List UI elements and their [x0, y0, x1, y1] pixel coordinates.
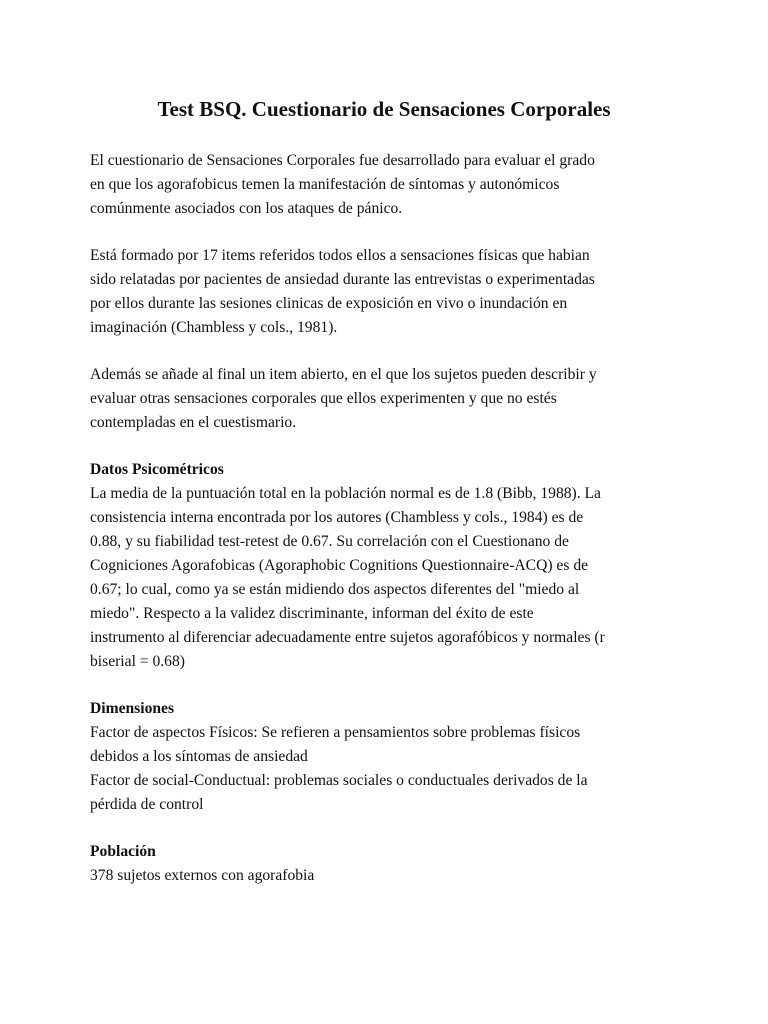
paragraph-line: instrumento al diferenciar adecuadamente entre sujetos agorafóbicos y normales (r: [90, 629, 605, 646]
open-item-paragraph: [90, 363, 678, 435]
section-heading-population: Población: [90, 843, 156, 860]
paragraph-line: evaluar otras sensaciones corporales que ellos experimenten y que no estés: [90, 390, 557, 407]
paragraph-line: imaginación (Chambless y cols., 1981).: [90, 319, 338, 336]
population-section: [90, 840, 678, 888]
section-heading-dimensions: Dimensiones: [90, 700, 175, 717]
paragraph-line: miedo". Respecto a la validez discriminante, informan del éxito de este: [90, 605, 534, 622]
paragraph-line: comúnmente asociados con los ataques de pánico.: [90, 200, 403, 217]
document-title: Test BSQ. Cuestionario de Sensaciones Corporales: [157, 97, 611, 121]
psychometrics-section: [90, 458, 678, 674]
paragraph-line: 0.88, y su fiabilidad test-retest de 0.67. Su correlación con el Cuestionano de: [90, 533, 569, 550]
composition-paragraph: [90, 244, 678, 340]
paragraph-line: contempladas en el cuestismario.: [90, 414, 297, 431]
paragraph-line: 378 sujetos externos con agorafobia: [90, 867, 315, 884]
paragraph-line: 0.67; lo cual, como ya se están midiendo dos aspectos diferentes del "miedo al: [90, 581, 580, 598]
paragraph-line: Además se añade al final un item abierto, en el que los sujetos pueden describir y: [90, 366, 597, 383]
intro-paragraph: [90, 149, 678, 221]
paragraph-line: debidos a los síntomas de ansiedad: [90, 748, 308, 765]
paragraph-line: Factor de aspectos Físicos: Se refieren a pensamientos sobre problemas físicos: [90, 724, 581, 741]
paragraph-line: por ellos durante las sesiones clinicas de exposición en vivo o inundación en: [90, 295, 568, 312]
paragraph-line: en que los agorafobicus temen la manifestación de síntomas y autonómicos: [90, 176, 560, 193]
paragraph-line: Cogniciones Agorafobicas (Agoraphobic Cognitions Questionnaire-ACQ) es de: [90, 557, 589, 574]
paragraph-line: Factor de social-Conductual: problemas sociales o conductuales derivados de la: [90, 772, 588, 789]
paragraph-line: pérdida de control: [90, 796, 204, 813]
dimensions-section: [90, 697, 678, 817]
paragraph-line: Está formado por 17 items referidos todos ellos a sensaciones físicas que habian: [90, 247, 590, 264]
paragraph-line: consistencia interna encontrada por los autores (Chambless y cols., 1984) es de: [90, 509, 584, 526]
paragraph-line: El cuestionario de Sensaciones Corporales fue desarrollado para evaluar el grado: [90, 152, 595, 169]
paragraph-line: La media de la puntuación total en la población normal es de 1.8 (Bibb, 1988). La: [90, 485, 601, 502]
paragraph-line: biserial = 0.68): [90, 653, 185, 670]
section-heading-psychometrics: Datos Psicométricos: [90, 461, 224, 478]
paragraph-line: sido relatadas por pacientes de ansiedad durante las entrevistas o experimentadas: [90, 271, 595, 288]
